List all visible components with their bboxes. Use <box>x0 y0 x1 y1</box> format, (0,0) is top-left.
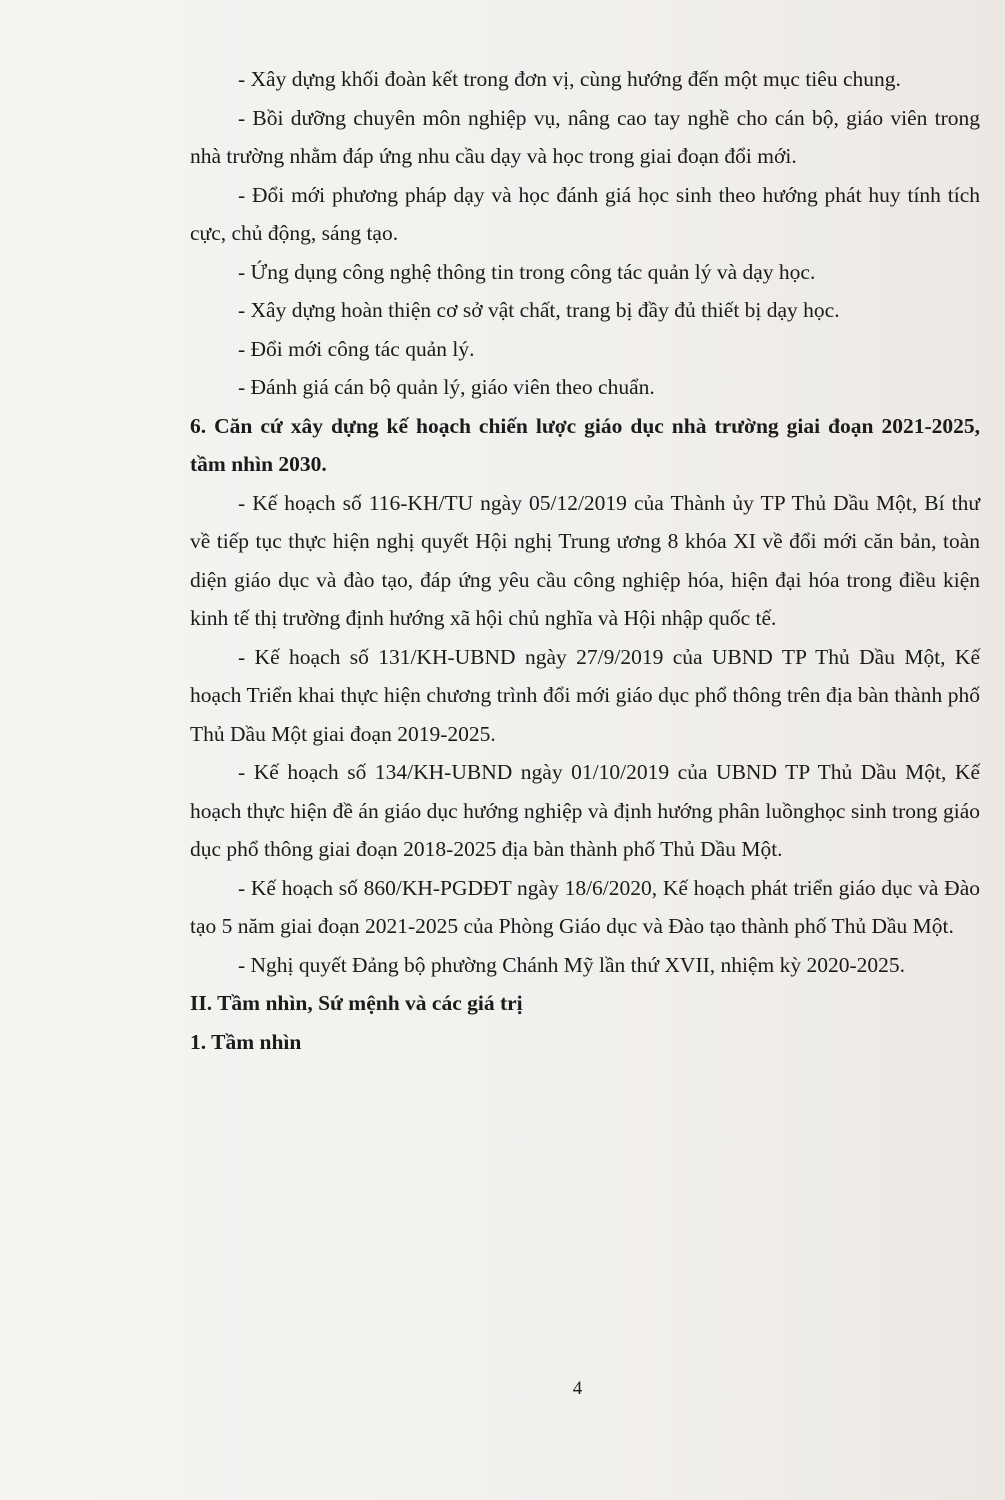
list-item: - Ứng dụng công nghệ thông tin trong công tác quản lý và dạy học. <box>238 259 816 284</box>
plan-reference: - Kế hoạch số 131/KH-UBND ngày 27/9/2019 của UBND TP Thủ Dầu Một, Kế hoạch Triển khai thực hiện chương trình đổi mới giáo dục phổ thông trên địa bàn thành phố Thủ Dầu Một giai đoạn 2019-2025. <box>190 644 980 746</box>
list-item: - Xây dựng khối đoàn kết trong đơn vị, cùng hướng đến một mục tiêu chung. <box>238 67 901 91</box>
list-item: - Đổi mới công tác quản lý. <box>238 336 475 361</box>
list-item: - Đánh giá cán bộ quản lý, giáo viên theo chuẩn. <box>238 375 655 399</box>
subsection-1-heading: 1. Tầm nhìn <box>190 1029 302 1054</box>
section-ii-heading: II. Tầm nhìn, Sứ mệnh và các giá trị <box>190 991 523 1015</box>
plan-reference: - Nghị quyết Đảng bộ phường Chánh Mỹ lần thứ XVII, nhiệm kỳ 2020-2025. <box>238 952 906 977</box>
list-item: - Bồi dưỡng chuyên môn nghiệp vụ, nâng cao tay nghề cho cán bộ, giáo viên trong nhà trường nhằm đáp ứng nhu cầu dạy và học trong giai đoạn đổi mới. <box>190 105 980 168</box>
page-content <box>190 60 980 1061</box>
section-6-heading: 6. Căn cứ xây dựng kế hoạch chiến lược giáo dục nhà trường giai đoạn 2021-2025, tầm nhìn 2030. <box>190 413 980 476</box>
list-item: - Xây dựng hoàn thiện cơ sở vật chất, trang bị đầy đủ thiết bị dạy học. <box>238 298 840 322</box>
plan-reference: - Kế hoạch số 860/KH-PGDĐT ngày 18/6/2020, Kế hoạch phát triển giáo dục và Đào tạo 5 năm giai đoạn 2021-2025 của Phòng Giáo dục và Đào tạo thành phố Thủ Dầu Một. <box>190 875 980 938</box>
page-number: 4 <box>572 1378 583 1399</box>
list-item: - Đổi mới phương pháp dạy và học đánh giá học sinh theo hướng phát huy tính tích cực, chủ động, sáng tạo. <box>190 182 980 245</box>
plan-reference: - Kế hoạch số 116-KH/TU ngày 05/12/2019 của Thành ủy TP Thủ Dầu Một, Bí thư về tiếp tục thực hiện nghị quyết Hội nghị Trung ương 8 khóa XI về đổi mới căn bản, toàn diện giáo dục và đào tạo, đáp ứng yêu cầu công nghiệp hóa, hiện đại hóa trong điều kiện kinh tế thị trường định hướng xã hội chủ nghĩa và Hội nhập quốc tế. <box>190 490 980 630</box>
plan-reference: - Kế hoạch số 134/KH-UBND ngày 01/10/2019 của UBND TP Thủ Dầu Một, Kế hoạch thực hiện đề án giáo dục hướng nghiệp và định hướng phân luồnghọc sinh trong giáo dục phổ thông giai đoạn 2018-2025 địa bàn thành phố Thủ Dầu Một. <box>190 760 980 861</box>
